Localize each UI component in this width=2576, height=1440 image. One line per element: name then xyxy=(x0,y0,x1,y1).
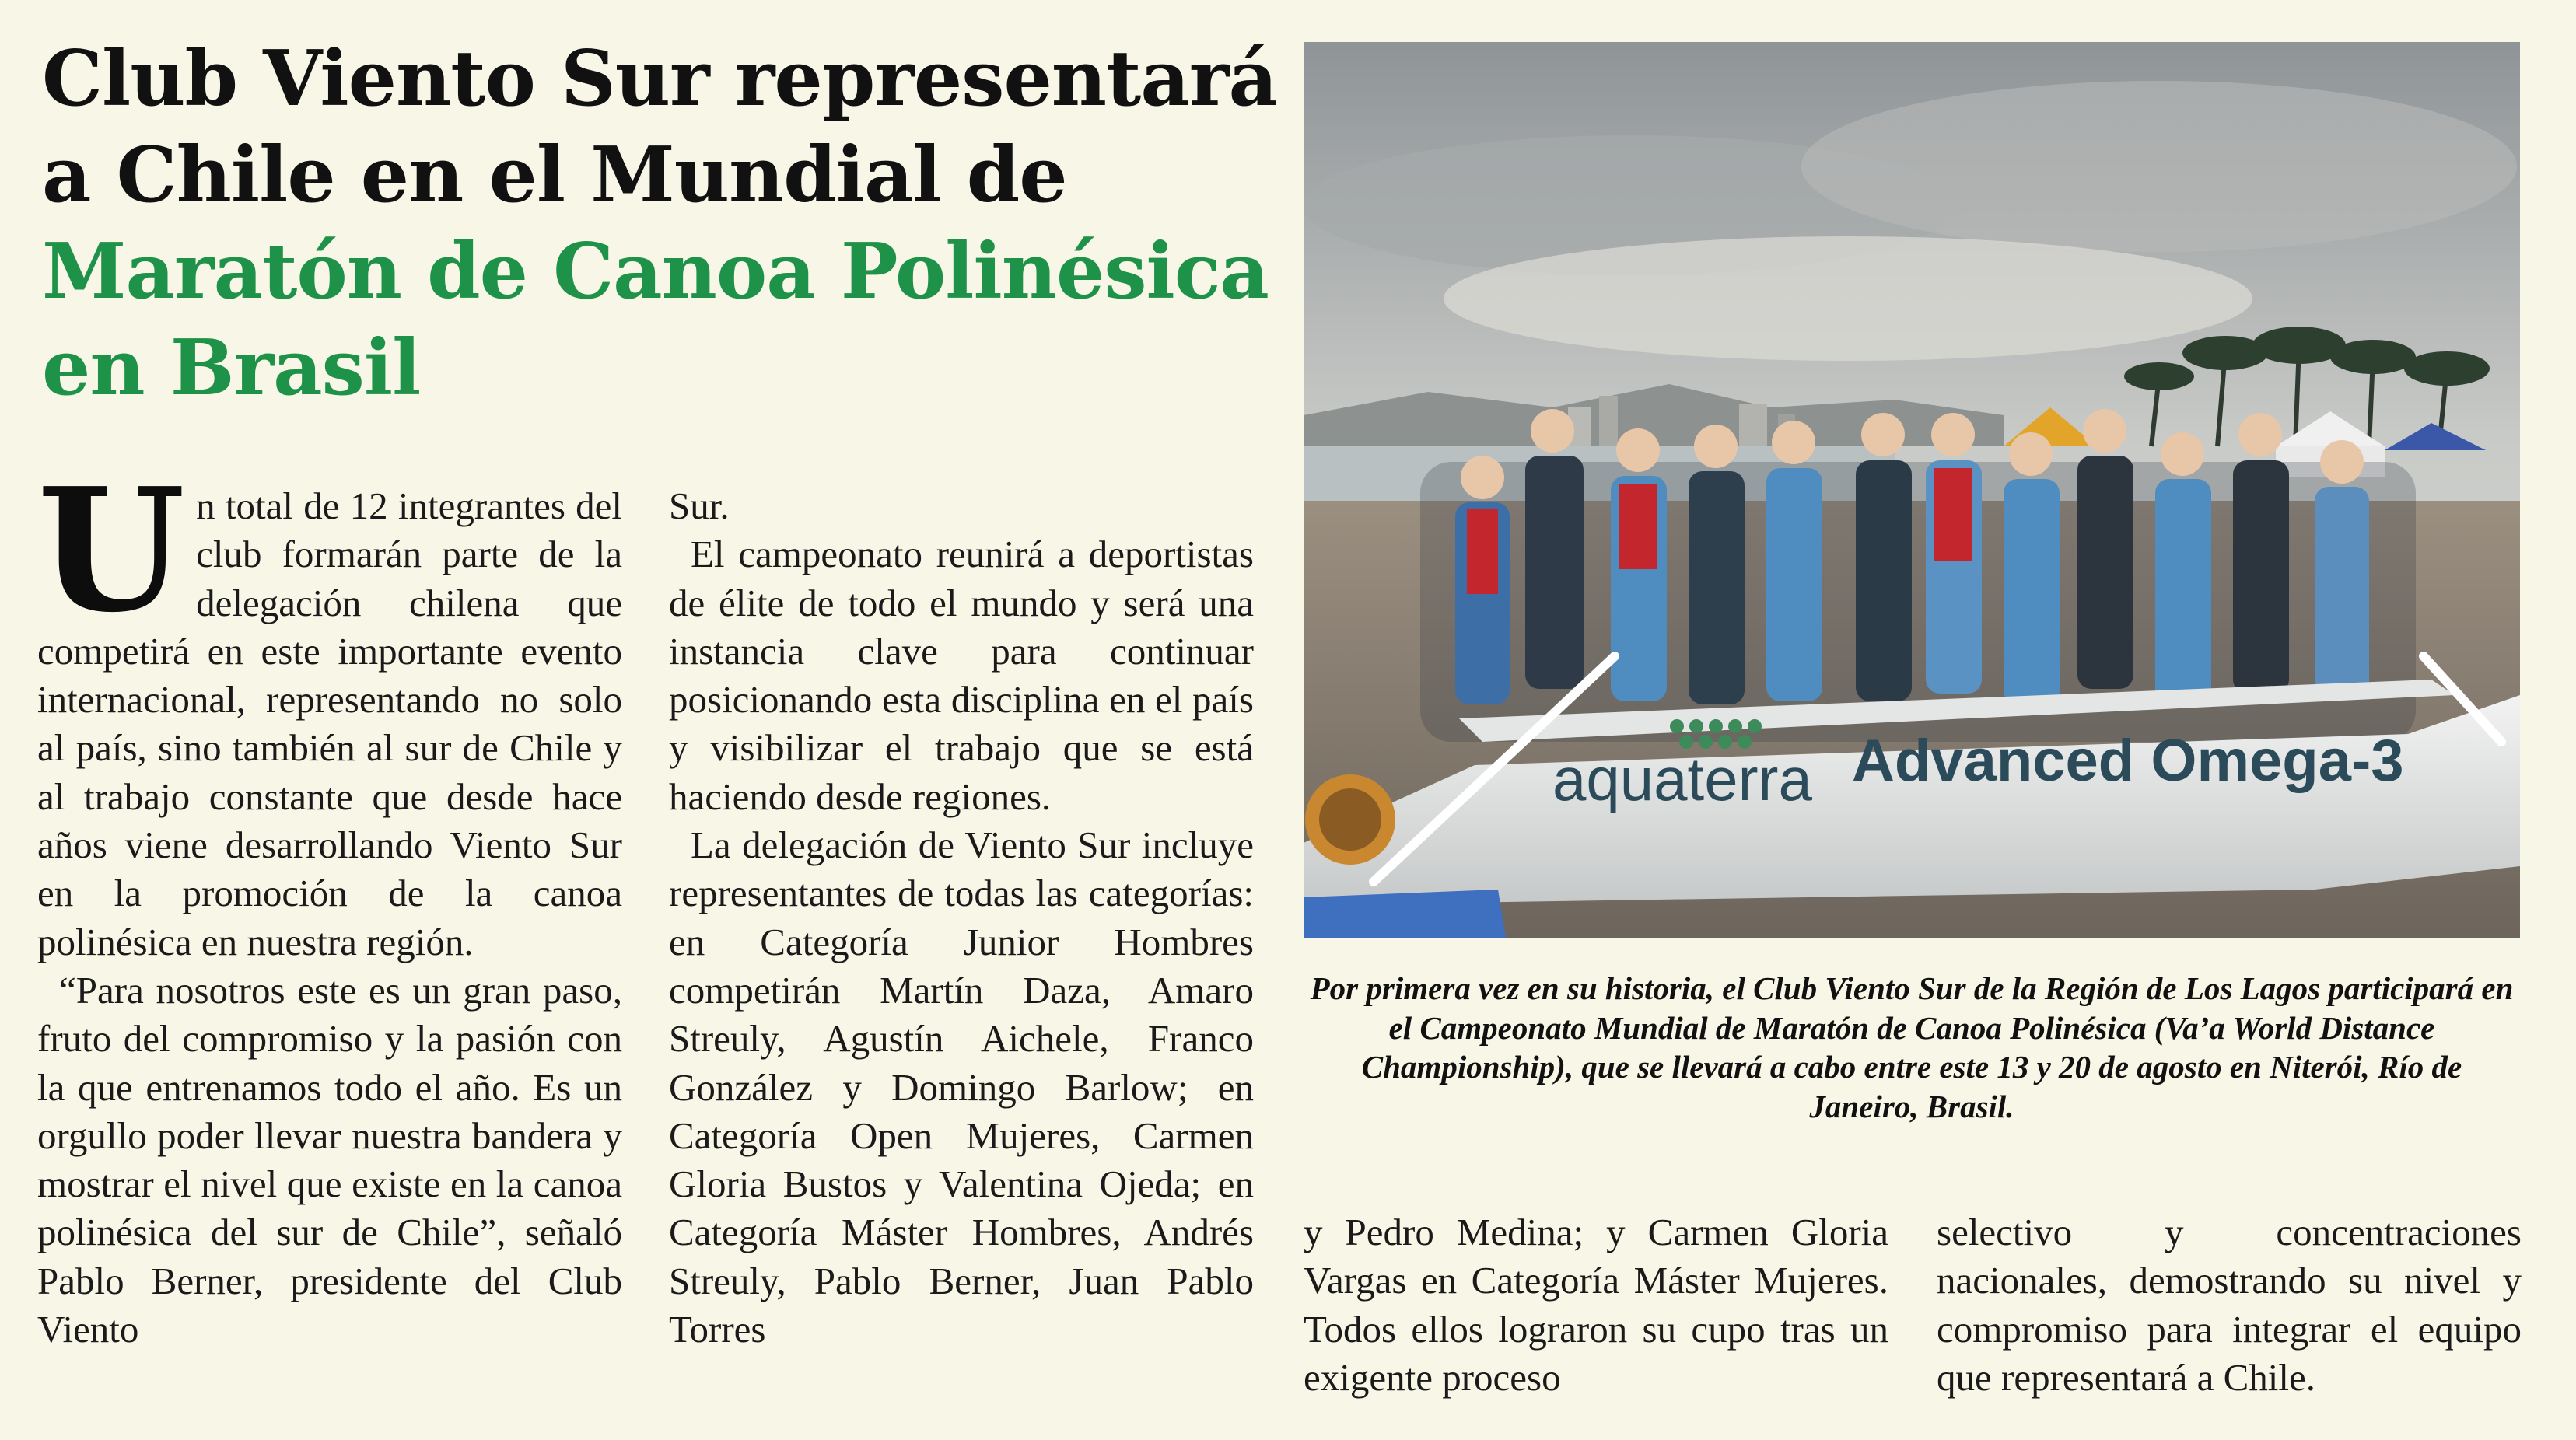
paragraph-delegation-continued: y Pedro Medina; y Carmen Gloria Vargas en Categoría Máster Mujeres. Todos ellos lograron su cupo tras un exigente proceso xyxy=(1304,1211,1888,1399)
headline xyxy=(42,31,1279,417)
drop-cap: U xyxy=(37,451,186,650)
canoe-model-text: Advanced Omega-3 xyxy=(1852,728,2404,794)
article-column-1 xyxy=(37,451,622,1354)
paragraph-intro: n total de 12 integrantes del club formarán parte de la delegación chilena que competirá en este importante evento internacional, representando no solo al país, sino también al sur de Chile y al trabajo constante que desde hace años viene desarrollando Viento Sur en la promoción de la canoa polinésica en nuestra región. xyxy=(37,484,622,963)
paragraph-delegation-end: selectivo y concentraciones nacionales, demostrando su nivel y compromiso para integrar el equipo que representará a Chile. xyxy=(1937,1211,2522,1399)
headline-black: Club Viento Sur representará a Chile en el Mundial de xyxy=(42,34,1277,220)
article-column-3 xyxy=(1304,1208,1888,1402)
headline-green: Maratón de Canoa Polinésica en Brasil xyxy=(42,227,1269,413)
paragraph-quote: “Para nosotros este es un gran paso, fruto del compromiso y la pasión con la que entrenamos todo el año. Es un orgullo poder llevar nuestra bandera y mostrar el nivel que existe en la canoa polinésica del sur de Chile”, señaló Pablo Berner, presidente del Club Viento xyxy=(37,968,622,1351)
article-column-4 xyxy=(1937,1208,2522,1402)
paragraph-championship: El campeonato reunirá a deportistas de élite de todo el mundo y será una instancia clave para continuar posicionando esta disciplina en el país y visibilizar el trabajo que se está haciendo desde regiones. xyxy=(669,533,1254,818)
team-photo xyxy=(1304,42,2520,938)
paragraph-quote-continued: Sur. xyxy=(669,484,730,527)
canoe-brand-text: aquaterra xyxy=(1552,745,1812,813)
photo-caption: Por primera vez en su historia, el Club Viento Sur de la Región de Los Lagos participará en el Campeonato Mundial de Maratón de Canoa Polinésica (Va’a World Distance Championship), que se llevará a cabo entre este 13 y 20 de agosto en Niterói, Río de Janeiro, Brasil. xyxy=(1310,970,2514,1124)
paragraph-delegation: La delegación de Viento Sur incluye representantes de todas las categorías: en Categoría Junior Hombres competirán Martín Daza, Amaro Streuly, Agustín Aichele, Franco González y Domingo Barlow; en Categoría Open Mujeres, Carmen Gloria Bustos y Valentina Ojeda; en Categoría Máster Hombres, Andrés Streuly, Pablo Berner, Juan Pablo Torres xyxy=(669,823,1254,1351)
article-column-2 xyxy=(669,482,1254,1354)
